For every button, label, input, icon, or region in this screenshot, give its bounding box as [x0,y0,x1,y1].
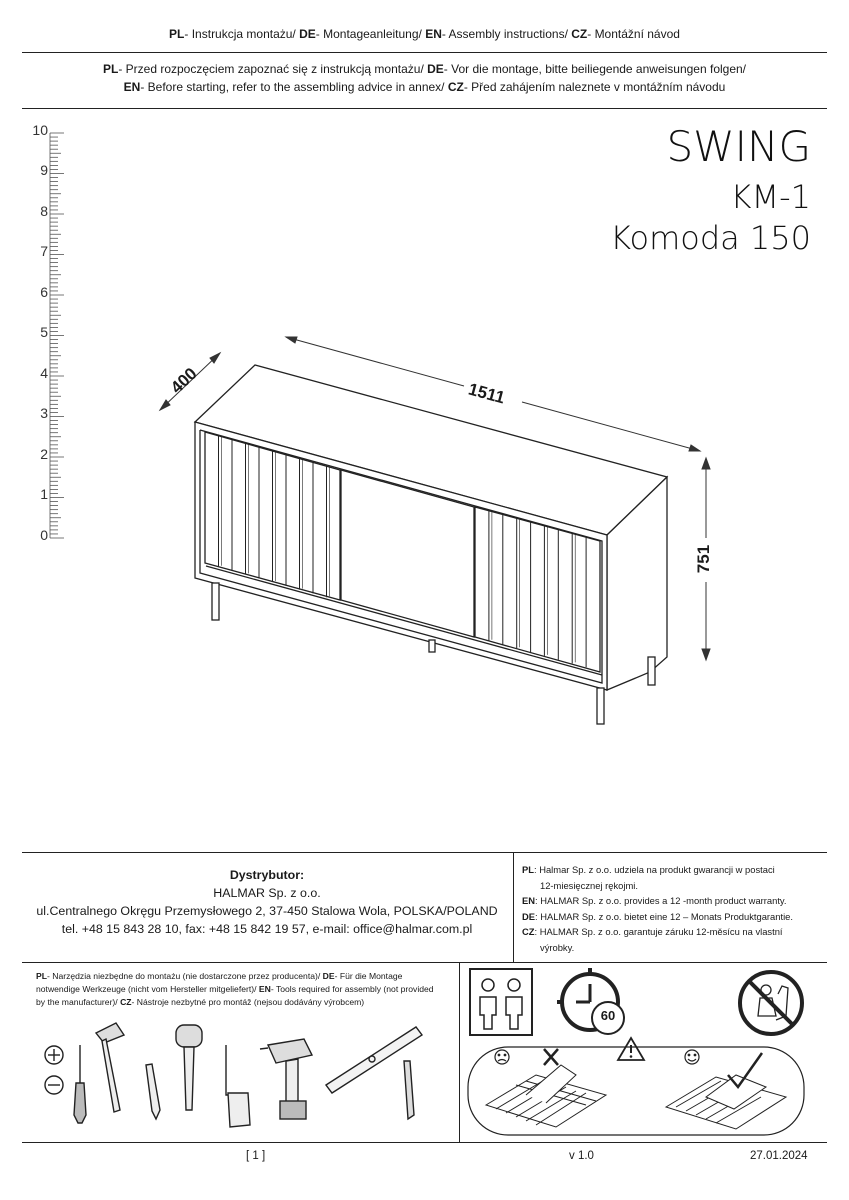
divider [22,962,827,963]
cabinet-drawing [150,325,730,735]
screwdriver-icon [74,1045,86,1123]
ruler-label: 4 [40,365,48,381]
product-name: SWING [666,122,811,171]
clock-icon [556,966,628,1038]
ruler-label: 6 [40,284,48,300]
distributor-address: ul.Centralnego Okręgu Przemysłowego 2, 37-450 Stalowa Wola, POLSKA/POLAND [36,904,498,918]
clock-minutes: 60 [600,1008,616,1023]
mallet-icon [176,1025,202,1110]
header-line-1: PL- Instrukcja montażu/ DE- Montageanleitung/ EN- Assembly instructions/ CZ- Montážní návod [169,27,680,41]
assembly-surface-illustration [466,1045,806,1137]
hammer-icon [96,1023,124,1112]
ruler-ticks [48,125,70,545]
distributor-block [22,866,512,938]
ruler-label: 3 [40,405,48,421]
distributor-heading: Dystrybutor: [229,868,305,882]
product-type: Komoda 150 [610,219,811,257]
pencil-icon [146,1064,160,1119]
warranty-block: PL: Halmar Sp. z o.o. udziela na produkt gwarancji w postaci 12-miesięcznej rękojmi. EN: HALMAR Sp. z o.o. provides a 12 -month product warranty. DE: HALMAR Sp. z o.o. bietet eine 12 – Monats Produktgarantie. CZ: HALMAR Sp. z o.o. garantuje záruku 12-měsícu na vlastní výrobky. [522,864,793,953]
tools-illustration [36,1015,446,1135]
ruler-label: 7 [40,243,48,259]
phillips-screw-icon [45,1046,63,1064]
ruler-label: 9 [40,162,48,178]
divider [22,52,827,53]
two-people-icon [468,967,534,1037]
happy-face-icon [685,1050,699,1064]
distributor-contact: tel. +48 15 843 28 10, fax: +48 15 842 19 57, e-mail: office@halmar.com.pl [61,922,473,936]
sad-face-icon [495,1050,509,1064]
divider [459,962,460,1142]
header-line-3: EN- Before starting, refer to the assembling advice in annex/ CZ- Před zahájením naleznete v montážním návodu [123,80,726,94]
ruler-label: 5 [40,324,48,340]
header-line-2: PL- Przed rozpoczęciem zapoznać się z instrukcją montażu/ DE- Vor die montage, bitte beiliegende anweisungen folgen/ [102,62,747,76]
ruler-label: 10 [32,122,48,138]
drill-icon [260,1039,312,1119]
ruler-label: 1 [40,486,48,502]
divider [22,852,827,853]
height-dimension: 751 [694,544,714,574]
drill-bit-icon [404,1061,414,1119]
hex-key-icon [226,1045,250,1127]
version: v 1.0 [569,1150,594,1162]
product-code: KM-1 [730,178,811,216]
divider [22,108,827,109]
divider [22,1142,827,1143]
date: 27.01.2024 [750,1150,808,1162]
tools-text: PL- Narzędzia niezbędne do montażu (nie dostarczone przez producenta)/ DE- Für die Montage notwendige Werkzeuge (nicht vom Hersteller mitgeliefert)/ EN- Tools required for assembly (not provided by the manufacturer)/ CZ- Nástroje nezbytné pro montáž (nejsou dodávány výrobcem) [36,971,434,1007]
distributor-company: HALMAR Sp. z o.o. [213,886,321,900]
page-number: [ 1 ] [246,1150,266,1162]
ruler-label: 8 [40,203,48,219]
ruler-label: 2 [40,446,48,462]
divider [513,852,514,962]
depth-dimension: 400 [166,364,201,398]
ruler-label: 0 [40,527,48,543]
width-dimension: 1511 [466,379,507,408]
no-children-icon [736,968,806,1038]
flat-screw-icon [45,1076,63,1094]
